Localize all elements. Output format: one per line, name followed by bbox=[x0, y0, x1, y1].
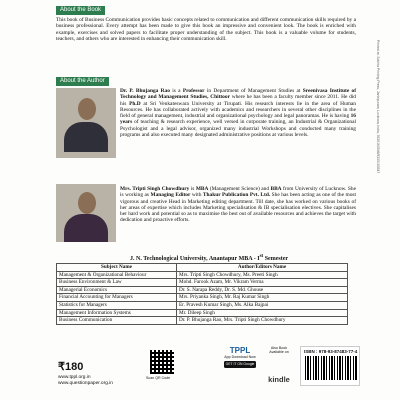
subjects-table bbox=[56, 263, 348, 325]
author2-photo bbox=[56, 184, 116, 242]
about-book-text: This book of Business Communication provides basic concepts related to communication and different communication skills required by a business professional. Every attempt has been made to give this book an impressive and convenient look. The book is enriched with example, exercises and solved papers to facilitate proper understanding of the subject. This book is a valuable volume for students, teachers, and others who are interested in enhancing their communication skill. bbox=[56, 17, 356, 42]
author1-text-4: at Sri Venkateswara University at Tirupati. His research interests lie in the area of Human Resources. He has collaborated actively with academics and researchers in several other disciplines in the field of general management, industrial and organizational psychology and legal panoramas. He is having bbox=[120, 100, 356, 120]
ebook-caption: Also Book Available on bbox=[269, 346, 289, 355]
barcode-icon bbox=[305, 356, 357, 380]
subject-cell: Financial Accounting for Managers bbox=[57, 294, 177, 302]
authors-cell: Dr. S. Narapa Reddy, Dr. S. Md. Ghouse bbox=[177, 286, 348, 294]
authors-cell: Mohd. Farook Azam, Mr. Vikram Verma bbox=[177, 279, 348, 287]
author2-text-3: from University of Lucknow. She is working as bbox=[120, 186, 356, 199]
websites bbox=[58, 375, 113, 387]
subject-cell: Management & Organizational Behaviour bbox=[57, 271, 177, 279]
author2-position: Managing Editor bbox=[150, 192, 191, 199]
author1-text-2: in Department of Management Studies at bbox=[204, 88, 303, 94]
author1-body bbox=[64, 122, 108, 152]
author1-photo bbox=[56, 88, 116, 158]
table-title-part2: Semester bbox=[263, 256, 289, 262]
qr-code-icon[interactable] bbox=[150, 350, 174, 374]
subject-cell: Managerial Economics bbox=[57, 286, 177, 294]
google-play-badge[interactable]: GET IT ON Google Play bbox=[225, 362, 255, 373]
authors-cell: Er. Pravesh Kumar Singh, Ms. Alka Bajpai bbox=[177, 301, 348, 309]
ebook-availability bbox=[264, 346, 294, 390]
author2-bba: BBA bbox=[270, 186, 282, 192]
website-link-questionpaper[interactable]: www.questionpaper.org.in bbox=[58, 381, 113, 386]
author2-bio bbox=[120, 186, 356, 224]
about-author-heading: About the Author bbox=[56, 77, 109, 86]
author1-bio bbox=[120, 88, 356, 138]
table-row bbox=[57, 301, 348, 309]
author2-text-1: is bbox=[189, 186, 196, 192]
printer-info-text: Printed at: Sokhta Printing Press, Jankipuram, Lucknow, India, 9335163546/9335163547 bbox=[376, 40, 380, 174]
table-row bbox=[57, 309, 348, 317]
author2-name: Mrs. Tripti Singh Chowdhury bbox=[120, 186, 190, 192]
app-download-caption: App Download Now bbox=[224, 355, 256, 359]
table-title bbox=[130, 254, 288, 262]
author2-text-4: with bbox=[190, 192, 203, 199]
price-label: ₹180 bbox=[58, 361, 84, 373]
header-authors: Author/Editors Name bbox=[177, 264, 348, 272]
table-row bbox=[57, 271, 348, 279]
isbn-barcode bbox=[300, 346, 360, 386]
table-title-part1: J. N. Technological University, Anantapur MBA - I bbox=[130, 256, 260, 262]
author2-face bbox=[78, 192, 96, 214]
tppl-app-logo: TPPL bbox=[229, 346, 251, 355]
about-book-heading: About the Book bbox=[56, 6, 105, 15]
author1-text-5: of teaching & research experience, well versed in corporate training, an Industrial & Organizational Psychologist and a legal advisor, organized many industrial Workshops and conducted many training programs and also executed many designated administrative positions at various levels. bbox=[120, 119, 356, 139]
kindle-logo: kindle bbox=[268, 374, 290, 384]
author1-name: Dr. P. Bhujanga Rao bbox=[120, 88, 170, 94]
app-download-block bbox=[220, 346, 260, 390]
subject-cell: Statistics for Managers bbox=[57, 301, 177, 309]
table-row bbox=[57, 317, 348, 325]
author1-text-3: where he has been a faculty member since 2011. He did his bbox=[120, 94, 356, 107]
author1-face bbox=[78, 98, 96, 120]
authors-cell: Mrs. Tripti Singh Chowdhury, Ms. Preeti Singh bbox=[177, 271, 348, 279]
author2-text-2: (Management Science) and bbox=[208, 186, 271, 192]
isbn-label: ISBN : 978-93-87483-77-4 bbox=[304, 349, 358, 354]
author1-degree: Ph.D bbox=[129, 100, 141, 107]
subject-cell: Business Communication bbox=[57, 317, 177, 325]
author1-institute: Sreenivasa Institute of Technology and Management Studies, Chittoor bbox=[120, 88, 356, 101]
website-link-tppl[interactable]: www.tppl.org.in bbox=[58, 375, 91, 380]
author2-body bbox=[64, 214, 108, 242]
printer-info bbox=[372, 40, 380, 280]
table-header-row bbox=[57, 264, 348, 272]
author1-experience: 16 years bbox=[120, 113, 356, 126]
subject-cell: Management Information Systems bbox=[57, 309, 177, 317]
author2-text-5: She has been acting as one of the most vigorous and creative Head in Marketing editing department. Till date, she has worked on various books of her areas of expertise which includes Marketing specialisation & IB specialisation electives. She capitalises her hard work and potential so as to maximise the best out of available resources and achieves the target with dedication and proactive efforts. bbox=[120, 192, 356, 224]
table-row bbox=[57, 294, 348, 302]
author2-mba: MBA bbox=[195, 186, 209, 192]
subject-cell: Business Environment & Law bbox=[57, 279, 177, 287]
author2-publisher: Thakur Publication Pvt. Ltd. bbox=[202, 192, 271, 199]
authors-cell: Dr. P. Bhujanga Rao, Mrs. Tripti Singh Chowdhury bbox=[177, 317, 348, 325]
table-row bbox=[57, 279, 348, 287]
header-subject: Subject Name bbox=[57, 264, 177, 272]
table-title-sup: st bbox=[259, 254, 264, 259]
author1-text-1: is a bbox=[169, 88, 183, 94]
table-row bbox=[57, 286, 348, 294]
authors-cell: Mr. Dileep Singh bbox=[177, 309, 348, 317]
author1-role: Professor bbox=[182, 88, 205, 94]
authors-cell: Mrs. Priyanka Singh, Mr. Raj Kumar Singh bbox=[177, 294, 348, 302]
qr-code-label: Scan QR Code bbox=[146, 376, 171, 380]
